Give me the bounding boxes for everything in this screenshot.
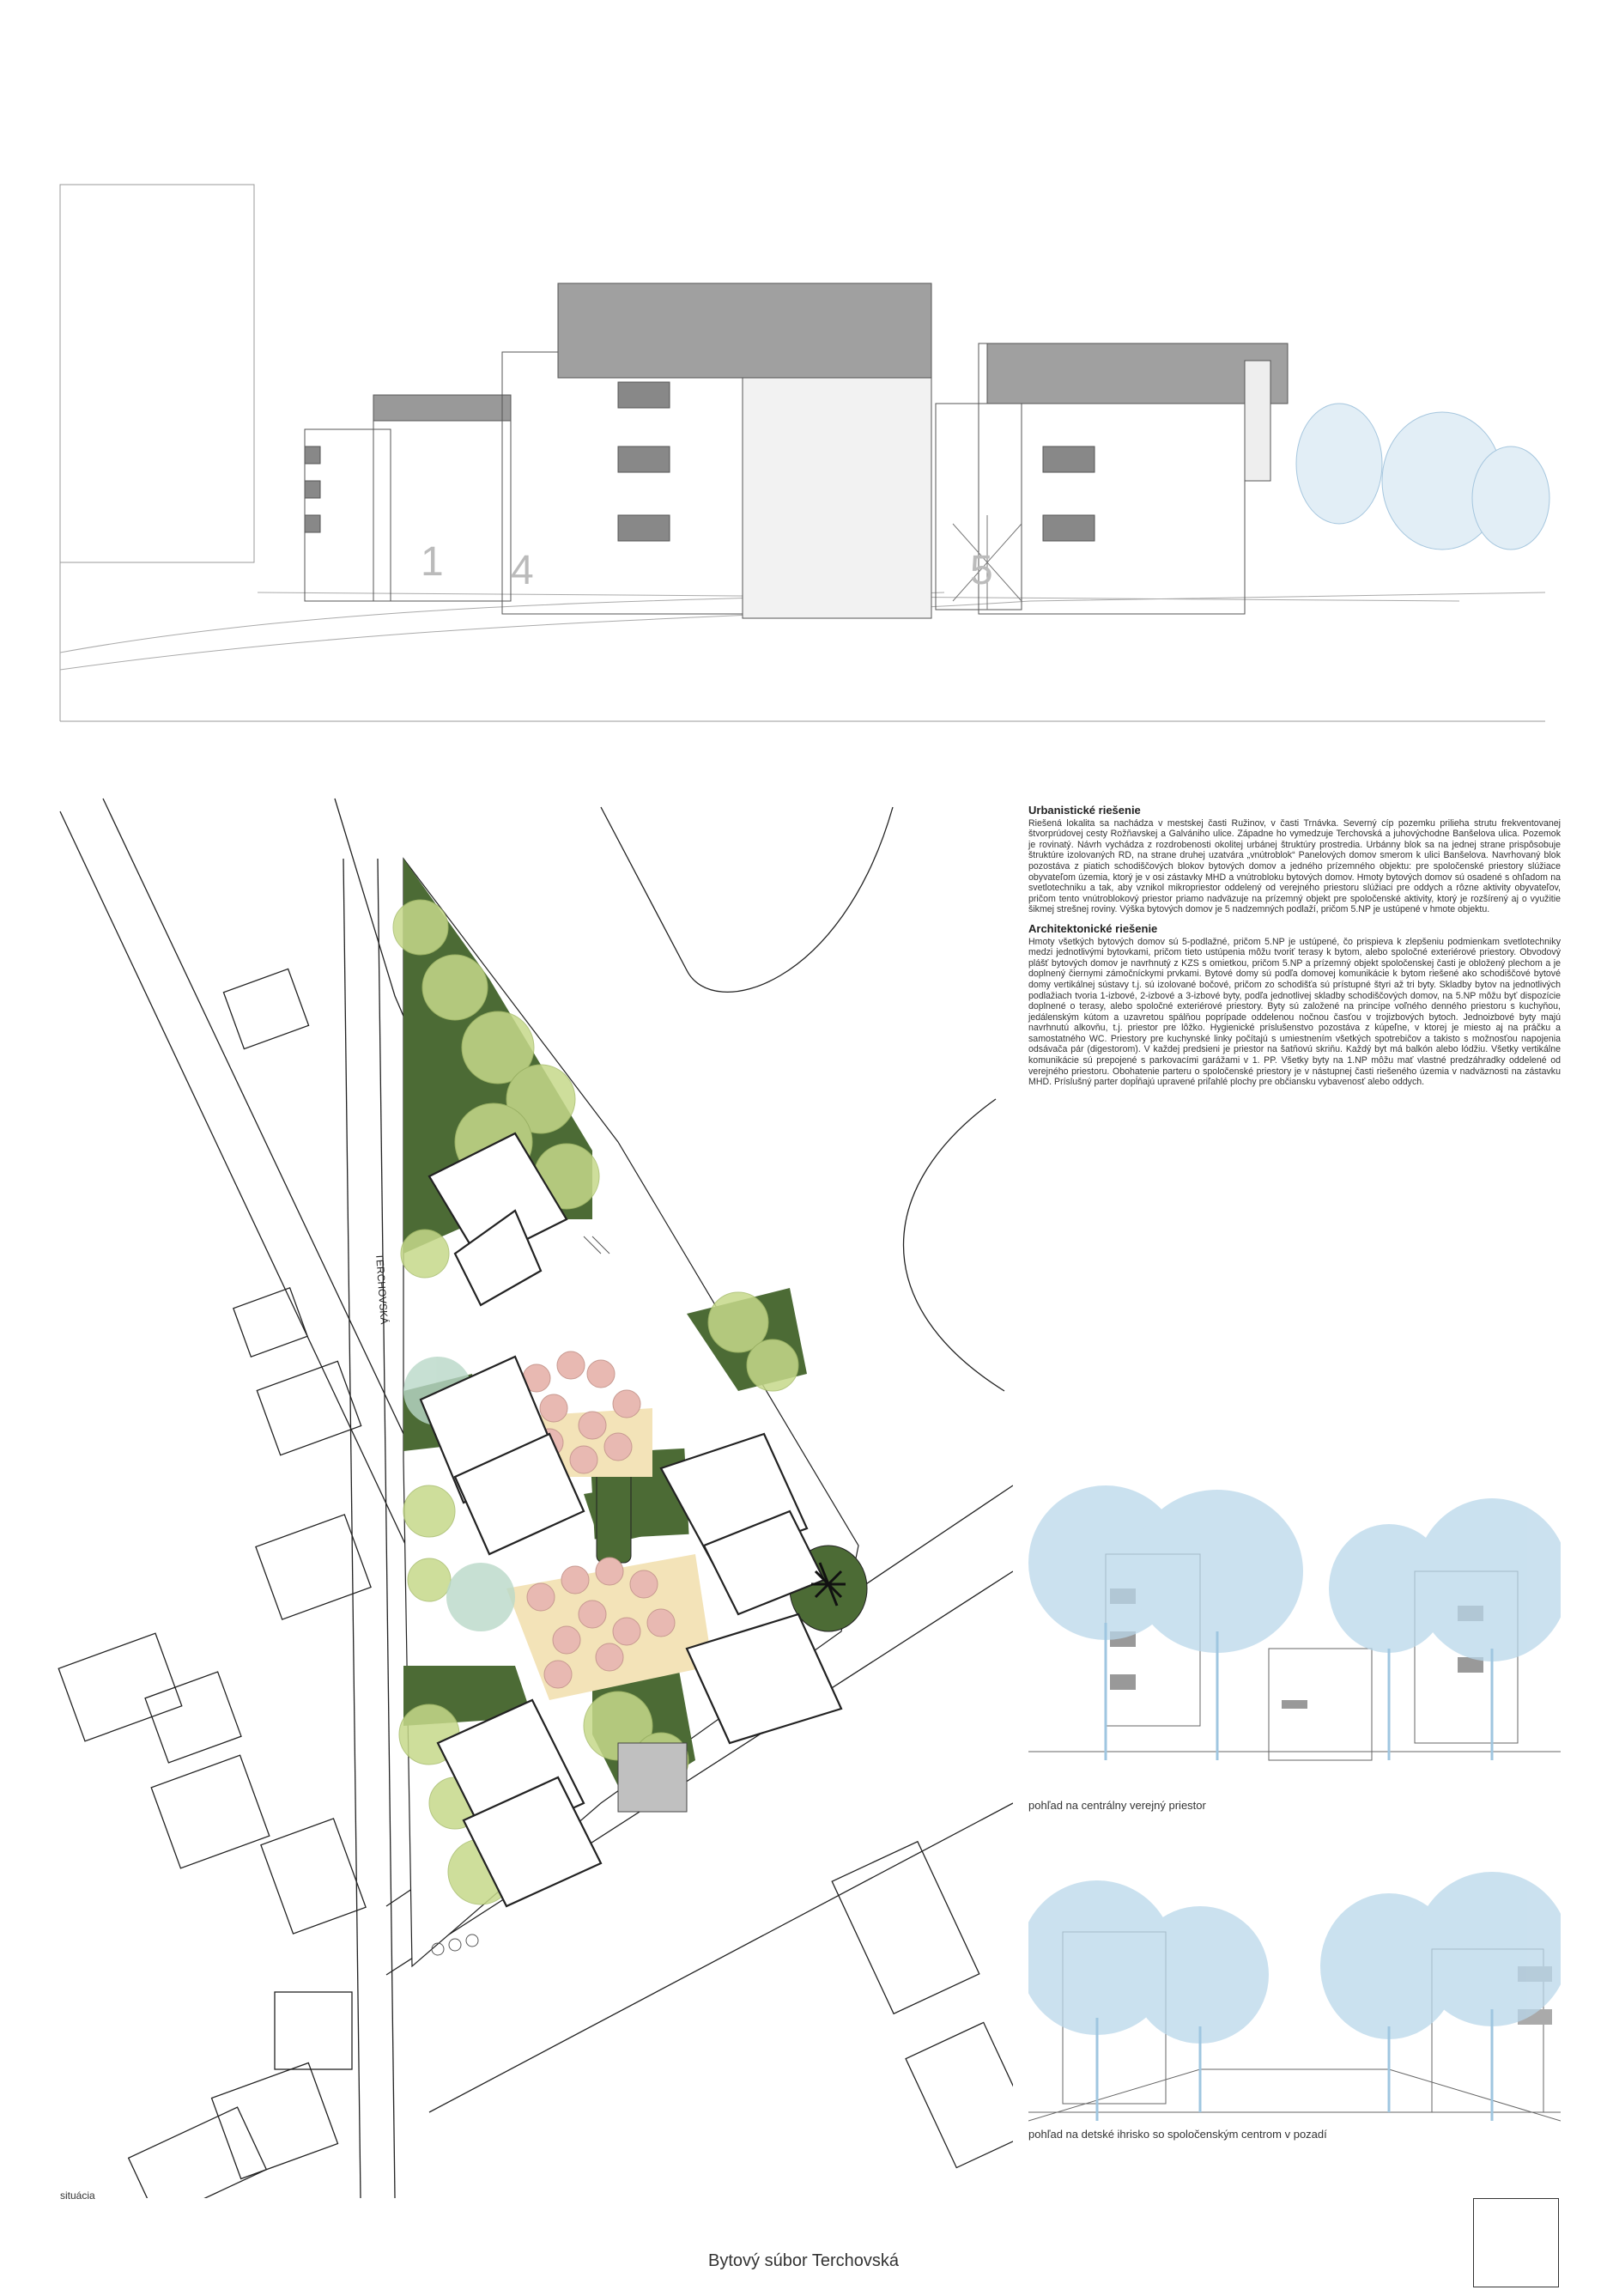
building-number-4: 4 [511,548,534,593]
urban-heading: Urbanistické riešenie [1028,804,1141,817]
arch-heading: Architektonické riešenie [1028,921,1158,935]
site-plan [0,773,1013,2198]
view-playground [1028,1812,1561,2138]
building-number-1: 1 [421,539,444,585]
description-text [1028,805,1561,1096]
caption-site: situácia [60,2190,95,2202]
building-number-5: 5 [970,548,993,593]
urban-text: Riešená lokalita sa nachádza v mestskej časti Ružinov, v časti Trnávka. Severný cíp pozemku prilieha strutu frekventovanej štvorprúdovej cesty Rožňavskej a Galvániho ulice. Západne ho vymedzuje Terchovská a juhovýchodne Banšelova ulica. Pozemok je rovinatý. Návrh vychádza z rozdrobenosti okolitej urbánej štruktúry prostredia. Urbánny blok sa na jednej strane prispôsobuje štruktúre izolovaných RD, na strane druhej uzatvára „vnútroblok“ Panelových domov smerom k ulici Banšelova. Navrhovaný blok pozostáva z piatich schodiščových blokov bytových domov a jedného prízemného objektu: pre spoločenské priestory slúžiace obyvateľom územia, ktorý je v osi zástavky MHD a vnútrobloku bytových domov. Hmoty bytových domov sú osadené s ohľadom na svetlotechniku a tak, aby vznikol mikropriestor oddelený od verejného priestoru slúžiaci pre oddych a rôzne aktivity obyvateľov, pričom tento vnútroblokový priestor priamo nadväzuje na prízemný objekt pre spoločenské aktivity, ktorý je rozšírený aj o využitie šikmej strešnej roviny. Výška bytových domov je 5 nadzemných podlaží, pričom 5.NP je ustúpené v hmote objektu. [1028,817,1561,915]
page-title: Bytový súbor Terchovská [708,2251,899,2270]
view-central-space [1028,1477,1561,1795]
arch-text: Hmoty všetkých bytových domov sú 5-podlažné, pričom 5.NP je ustúpené, čo prispieva k zlepšeniu podmienkam svetlotechniky medzi jednotlivými bytovkami, pričom tieto ustúpenia môžu tvoriť terasy k bytom, alebo spoločné exteriérové priestory. Obvodový plášť bytových domov je navrhnutý z KZS s omietkou, pričom 5.NP a prízemný objekt spoločenskej časti je obložený plechom a je doplnený čiernymi zámočníckymi prvkami. Bytové domy sú podľa domovej komunikácie k bytom riešené ako schodiščové bytové domy vertikálnej sústavy t.j. sú izolované bočové, pričom zo schodišťa sú prístupné štyri až tri byty. Skladby bytov na jednotlivých podlažiach tvoria 1-izbové, 2-izbové a 3-izbové byty, podľa jednotlivej skladby schodiščových domov, na 5.NP môžu byť dispozície doplnené o terasy, alebo spoločné exteriérové priestory. Byty sú založené na princípe voľného denného priestoru s kuchyňou, jedálenským kútom a uzavretou spálňou poprípade oddelenou nočnou časťou v trojizbových bytoch. Jednoizbové byty majú navrhnutú alkovňu, t.j. priestor pre lôžko. Hygienické príslušenstvo pozostáva z kúpeľne, v ktorej je miesto aj na práčku a samostatného WC. Priestory pre kuchynské linky počítajú s umiestnením všetkých spotrebičov a takisto s možnosťou napojenia odsávača pár (digestorom). V každej predsieni je priestor na šatňovú skriňu. Každý byt má balkón alebo lódžiu. Všetky vertikálne komunikácie sú prepojené s parkovacími garážami v 1. PP. Všetky byty na 1.NP môžu mať vlastné predzáhradky oddelené od verejného priestoru. Obohatenie parteru o spoločenské priestory je v nástupnej časti riešeného územia v nadväznosti na zástavku MHD. Príslušný parter dopĺňajú upravené priľahlé plochy pre občiansku vybavenosť alebo oddych. [1028,936,1561,1088]
street-label: TERCHOVSKÁ [373,1253,391,1325]
caption-view1: pohľad na centrálny verejný priestor [1028,1799,1206,1812]
stamp-box [1473,2198,1559,2287]
perspective-view [0,0,1607,738]
caption-view2: pohľad na detské ihrisko so spoločenským centrom v pozadí [1028,2128,1327,2141]
